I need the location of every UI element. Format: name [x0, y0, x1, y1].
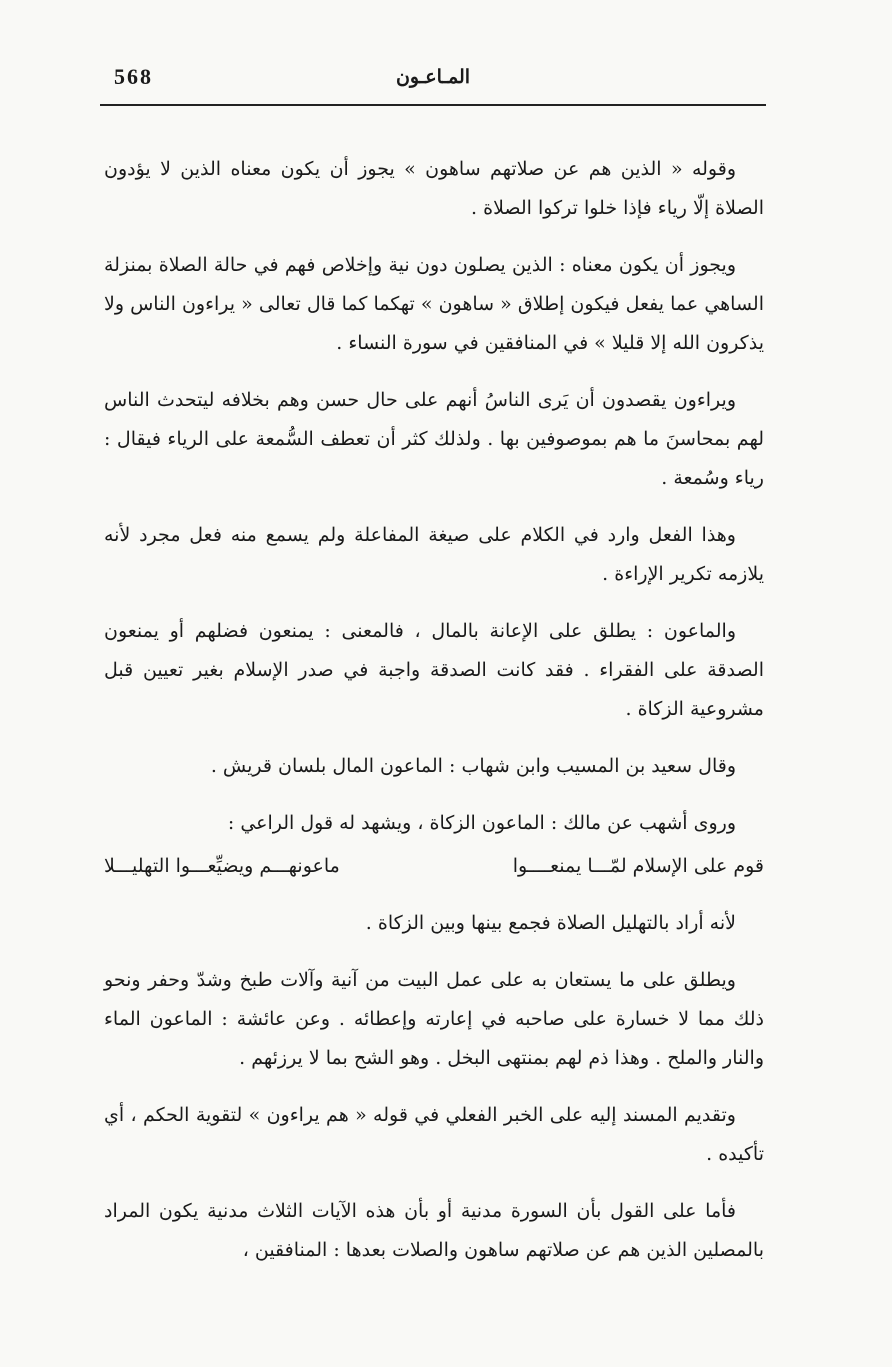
verse-second-half: ماعونهـــم ويضيِّعـــوا التهليـــلا: [104, 855, 340, 877]
paragraph: والماعون : يطلق على الإعانة بالمال ، فالمعنى : يمنعون فضلهم أو يمنعون الصدقة على الفقراء . فقد كانت الصدقة واجبة في صدر الإسلام بغير تعيين قبل مشروعية الزكاة .: [104, 620, 764, 720]
paragraph: وقال سعيد بن المسيب وابن شهاب : الماعون المال بلسان قريش .: [210, 755, 736, 777]
page-number: 568: [114, 64, 153, 89]
paragraph: وهذا الفعل وارد في الكلام على صيغة المفاعلة ولم يسمع منه فعل مجرد لأنه يلازمه تكرير الإراءة .: [104, 524, 764, 585]
paragraph: وروى أشهب عن مالك : الماعون الزكاة ، ويشهد له قول الراعي :: [227, 812, 736, 834]
paragraph: ويطلق على ما يستعان به على عمل البيت من آنية وآلات طبخ وشدّ وحفر ونحو ذلك مما لا خسارة على صاحبه في إعارته وإعطائه . وعن عائشة : الماعون الماء والنار والملح . وهذا ذم لهم بمنتهى البخل . وهو الشح بما لا يرزئهم .: [104, 969, 764, 1069]
verse-first-half: قوم على الإسلام لمّـــا يمنعــــوا: [512, 855, 764, 877]
paragraph: ويجوز أن يكون معناه : الذين يصلون دون نية وإخلاص فهم في حالة الصلاة بمنزلة الساهي عما يفعل فيكون إطلاق « ساهون » تهكما كما قال تعالى « يراءون الناس ولا يذكرون الله إلا قليلا » في المنافقين في سورة النساء .: [104, 254, 764, 354]
paragraph: فأما على القول بأن السورة مدنية أو بأن هذه الآيات الثلاث مدنية يكون المراد بالمصلين الذين هم عن صلاتهم ساهون والصلات بعدها : المنافقين ،: [104, 1200, 764, 1261]
body-text: [104, 150, 764, 1288]
chapter-title: المـاعـون: [395, 66, 471, 88]
paragraph: ويراءون يقصدون أن يَرى الناسُ أنهم على حال حسن وهم بخلافه ليتحدث الناس لهم بمحاسنَ ما هم بموصوفين بها . ولذلك كثر أن تعطف السُّمعة على الرياء فيقال : رياء وسُمعة .: [104, 389, 764, 489]
poetry-verse: [104, 847, 764, 886]
paragraph: وقوله « الذين هم عن صلاتهم ساهون » يجوز أن يكون معناه الذين لا يؤدون الصلاة إلّا رياء فإذا خلوا تركوا الصلاة .: [104, 158, 764, 219]
header-rule: [100, 104, 766, 106]
paragraph: وتقديم المسند إليه على الخبر الفعلي في قوله « هم يراءون » لتقوية الحكم ، أي تأكيده .: [104, 1104, 764, 1165]
paragraph: لأنه أراد بالتهليل الصلاة فجمع بينها وبين الزكاة .: [365, 912, 736, 934]
page-header: [100, 62, 766, 102]
